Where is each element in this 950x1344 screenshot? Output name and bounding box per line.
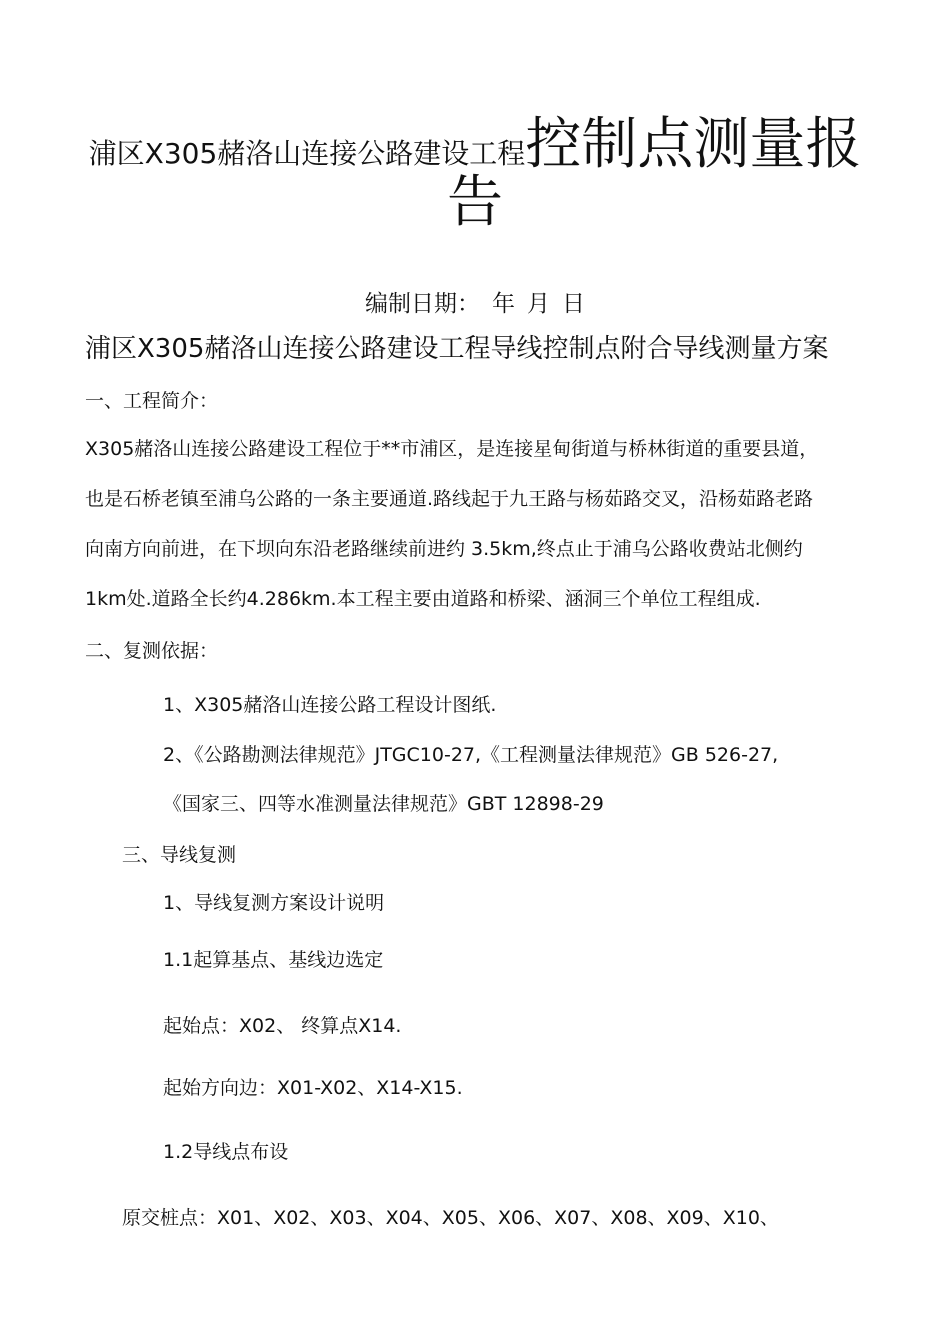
section-3-item-1-1: 1.1起算基点、基线边选定 xyxy=(163,949,384,971)
compile-date-label: 编制日期： xyxy=(365,291,480,317)
original-stake-points: 原交桩点：X01、X02、X03、X04、X05、X06、X07、X08、X09、X10、 xyxy=(122,1207,779,1229)
report-title-main: 控制点测量报 xyxy=(525,112,862,177)
report-title-prefix: 浦区X305赭洛山连接公路建设工程 xyxy=(88,137,526,170)
section-2-item-2-line-2: 《国家三、四等水准测量法律规范》GBT 12898-29 xyxy=(163,793,604,815)
section-2-item-2-line-1: 2、《公路勘测法律规范》JTGC10-27,《工程测量法律规范》GB 526-27, xyxy=(163,744,779,766)
section-3-heading: 三、导线复测 xyxy=(122,844,237,866)
section-1-heading: 一、工程简介： xyxy=(85,390,219,412)
section-1-line-3: 向南方向前进，在下坝向东沿老路继续前进约 3.5km,终点止于浦乌公路收费站北侧约 xyxy=(85,538,803,560)
report-title-line-2: 告 xyxy=(447,170,503,235)
compile-date xyxy=(0,285,950,318)
section-2-item-1: 1、X305赭洛山连接公路工程设计图纸. xyxy=(163,694,497,716)
start-end-points: 起始点：X02、 终算点X14. xyxy=(163,1015,402,1037)
section-3-item-1-2: 1.2导线点布设 xyxy=(163,1141,289,1163)
section-1-line-2: 也是石桥老镇至浦乌公路的一条主要通道.路线起于九王路与杨茹路交叉，沿杨茹路老路 xyxy=(85,488,814,510)
start-direction-edges: 起始方向边：X01-X02、X14-X15. xyxy=(163,1077,463,1099)
compile-date-day: 日 xyxy=(562,291,585,317)
plan-subtitle: 浦区X305赭洛山连接公路建设工程导线控制点附合导线测量方案 xyxy=(85,334,829,364)
compile-date-year: 年 xyxy=(492,291,515,317)
section-1-line-4: 1km处.道路全长约4.286km.本工程主要由道路和桥梁、涵洞三个单位工程组成. xyxy=(85,588,761,610)
section-1-line-1: X305赭洛山连接公路建设工程位于**市浦区，是连接星甸街道与桥林街道的重要县道， xyxy=(85,438,819,460)
section-3-item-1: 1、导线复测方案设计说明 xyxy=(163,892,385,914)
section-2-heading: 二、复测依据： xyxy=(85,640,219,662)
compile-date-month: 月 xyxy=(527,291,550,317)
